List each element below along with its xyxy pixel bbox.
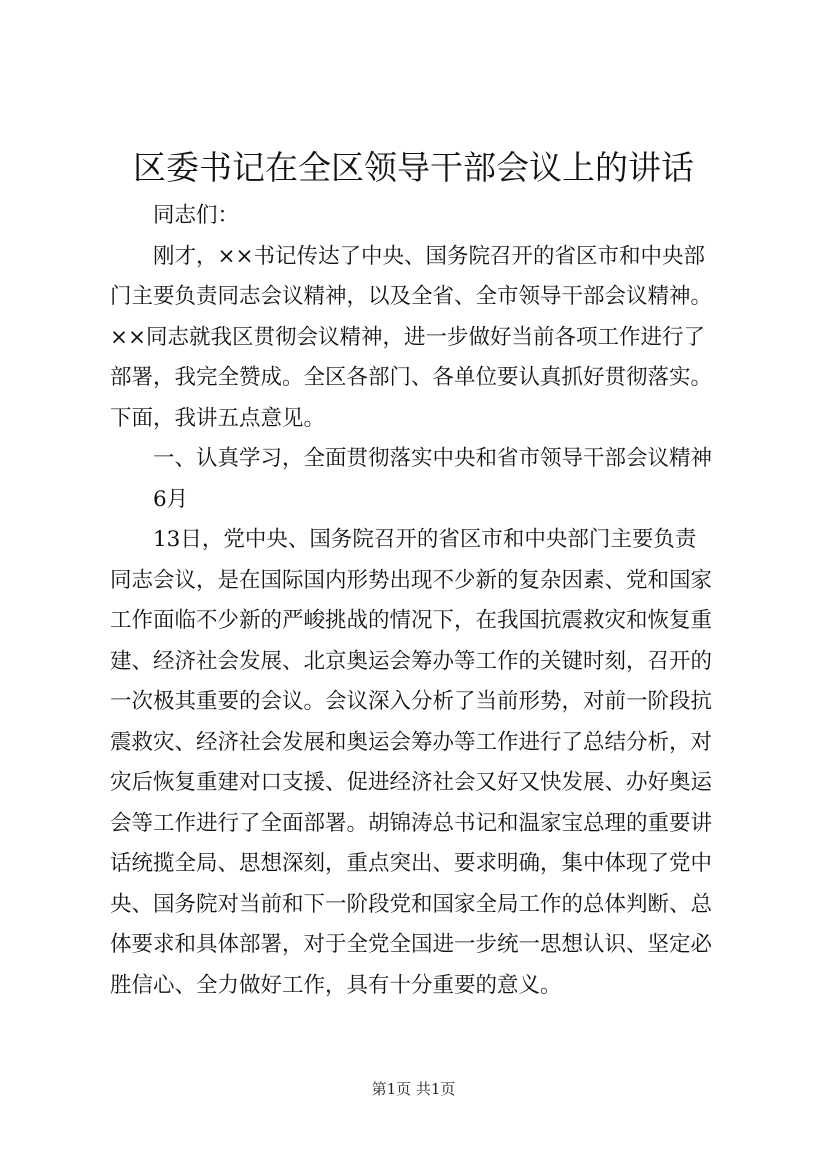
page-footer: 第1页 共1页 xyxy=(371,1080,456,1098)
paragraph-2 xyxy=(110,520,730,1006)
paragraph-line: 6月 xyxy=(153,486,189,512)
paragraph-line: 震救灾、经济社会发展和奥运会筹办等工作进行了总结分析，对 xyxy=(110,729,713,755)
paragraph-line: 一次极其重要的会议。会议深入分析了当前形势，对前一阶段抗 xyxy=(110,689,713,714)
section-heading-line: 一、认真学习，全面贯彻落实中央和省市领导干部会议精神 xyxy=(153,446,713,471)
paragraph-1 xyxy=(110,237,730,440)
paragraph-line: 胜信心、全力做好工作，具有十分重要的意义。 xyxy=(110,972,562,998)
paragraph-line: 话统揽全局、思想深刻，重点突出、要求明确，集中体现了党中 xyxy=(110,851,713,876)
section-heading-1 xyxy=(110,439,730,480)
paragraph-line: 工作面临不少新的严峻挑战的情况下，在我国抗震救灾和恢复重 xyxy=(110,608,713,633)
salutation: 同志们： xyxy=(153,203,240,228)
paragraph-line: 灾后恢复重建对口支援、促进经济社会又好又快发展、办好奥运 xyxy=(110,770,713,795)
paragraph-line: 下面，我讲五点意见。 xyxy=(110,405,326,431)
paragraph-line: 13日，党中央、国务院召开的省区市和中央部门主要负责 xyxy=(153,527,697,552)
paragraph-line: 央、国务院对当前和下一阶段党和国家全局工作的总体判断、总 xyxy=(110,891,713,917)
paragraph-line: 体要求和具体部署，对于全党全国进一步统一思想认识、坚定必 xyxy=(110,932,713,957)
paragraph-line: 门主要负责同志会议精神，以及全省、全市领导干部会议精神。 xyxy=(110,284,713,309)
paragraph-line: 同志会议，是在国际国内形势出现不少新的复杂因素、党和国家 xyxy=(110,567,713,593)
paragraph-line: 刚才，××书记传达了中央、国务院召开的省区市和中央部 xyxy=(153,243,706,269)
document-body xyxy=(110,196,730,1006)
paragraph-line: ××同志就我区贯彻会议精神，进一步做好当前各项工作进行了 xyxy=(110,324,706,350)
document-title: 区委书记在全区领导干部会议上的讲话 xyxy=(133,148,694,187)
paragraph-line: 部署，我完全赞成。全区各部门、各单位要认真抓好贯彻落实。 xyxy=(110,365,713,390)
paragraph-line: 建、经济社会发展、北京奥运会筹办等工作的关键时刻，召开的 xyxy=(110,648,713,674)
paragraph-line: 会等工作进行了全面部署。胡锦涛总书记和温家宝总理的重要讲 xyxy=(110,810,713,836)
date-fragment xyxy=(110,480,730,521)
